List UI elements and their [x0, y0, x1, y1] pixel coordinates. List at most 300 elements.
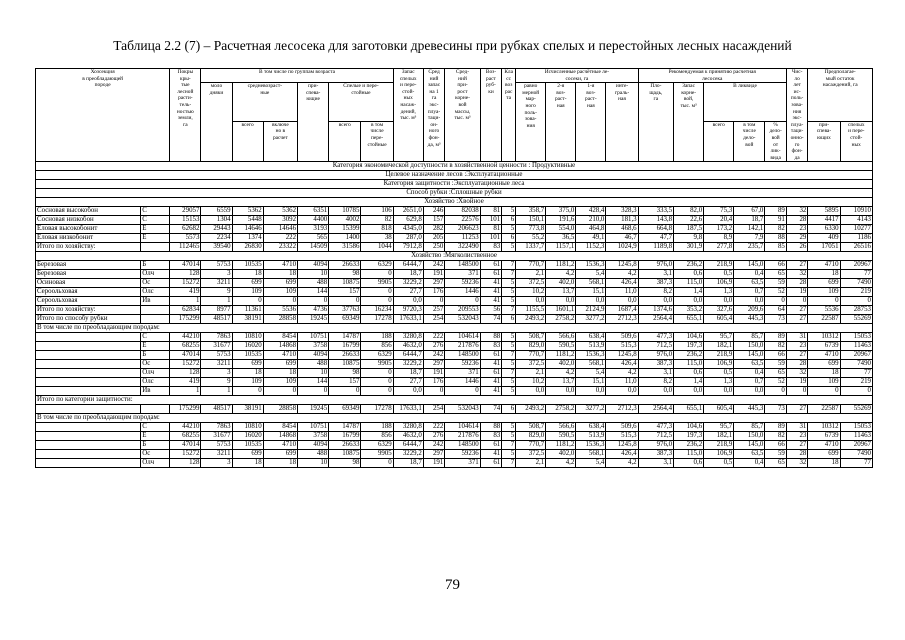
value-cell: 55269 — [840, 405, 872, 414]
value-cell: 236,2 — [674, 261, 704, 270]
value-cell: 191 — [423, 270, 444, 279]
value-cell: 16234 — [361, 306, 393, 315]
value-cell: 2493,2 — [516, 405, 546, 414]
table-row — [36, 270, 873, 279]
value-cell: 18,7 — [393, 270, 423, 279]
table-row — [36, 333, 873, 342]
value-cell: 371 — [445, 459, 480, 468]
value-cell: 74 — [480, 315, 501, 324]
value-cell: 22587 — [808, 405, 840, 414]
value-cell: 387,3 — [638, 450, 673, 459]
table-row — [36, 279, 873, 288]
table-row — [36, 360, 873, 369]
value-cell: 17278 — [361, 315, 393, 324]
value-cell: 1,4 — [674, 288, 704, 297]
value-cell: 218,9 — [704, 261, 734, 270]
value-cell: 1601,1 — [546, 306, 576, 315]
value-cell: 217876 — [445, 432, 480, 441]
value-cell: 150,0 — [734, 432, 765, 441]
value-cell: 82,0 — [674, 207, 704, 216]
value-cell: 0 — [232, 387, 263, 396]
value-cell: 2234 — [201, 234, 232, 243]
value-cell: 27 — [786, 261, 807, 270]
value-cell: 191 — [423, 369, 444, 378]
value-cell: 5 — [502, 297, 516, 306]
table-header — [36, 69, 873, 162]
value-cell: 41 — [480, 360, 501, 369]
value-cell: 14787 — [329, 333, 361, 342]
value-cell: 9905 — [361, 279, 393, 288]
value-cell: 1181,2 — [546, 441, 576, 450]
value-cell: 104,6 — [674, 333, 704, 342]
value-cell: 89 — [765, 333, 786, 342]
value-cell: 699 — [232, 360, 263, 369]
value-cell: 6 — [502, 405, 516, 414]
value-cell: 15053 — [840, 333, 872, 342]
value-cell: 7490 — [840, 450, 872, 459]
value-cell: 6351 — [298, 207, 329, 216]
value-cell: 11361 — [232, 306, 263, 315]
value-cell: 28858 — [263, 405, 297, 414]
value-cell: 297 — [423, 360, 444, 369]
value-cell: 10,2 — [516, 288, 546, 297]
value-cell: 66 — [765, 351, 786, 360]
value-cell: 0,0 — [516, 297, 546, 306]
value-cell: 5 — [502, 432, 516, 441]
table-body — [36, 162, 873, 468]
value-cell: 98 — [329, 369, 361, 378]
group-label: Итого по категории защитности: — [36, 396, 873, 405]
value-cell: 4710 — [263, 441, 297, 450]
value-cell: 3229,2 — [393, 450, 423, 459]
value-cell: 1374 — [232, 234, 263, 243]
value-cell: 26633 — [329, 351, 361, 360]
value-cell: 3 — [201, 270, 232, 279]
value-cell: 242 — [423, 261, 444, 270]
value-cell: 375,0 — [546, 207, 576, 216]
value-cell: 98 — [329, 270, 361, 279]
table-row — [36, 450, 873, 459]
header-liquid-pct: % дело- вой от лик- вида — [765, 121, 786, 162]
species-code-cell: Ос — [141, 450, 170, 459]
value-cell: 10535 — [232, 261, 263, 270]
value-cell: 109 — [232, 288, 263, 297]
value-cell: 31 — [786, 423, 807, 432]
value-cell: 0,6 — [674, 459, 704, 468]
value-cell: 4710 — [263, 261, 297, 270]
value-cell: 0 — [786, 297, 807, 306]
value-cell: 145,0 — [734, 261, 765, 270]
value-cell: 590,5 — [546, 342, 576, 351]
value-cell: 477,3 — [638, 333, 673, 342]
value-cell: 95,7 — [704, 423, 734, 432]
value-cell: 191 — [423, 459, 444, 468]
value-cell: 49,1 — [576, 234, 606, 243]
value-cell: 0,0 — [516, 387, 546, 396]
species-cell: Сероольховая — [36, 297, 141, 306]
value-cell: 3211 — [201, 279, 232, 288]
group-label-row — [36, 414, 873, 423]
value-cell: 1536,3 — [576, 351, 606, 360]
value-cell: 301,9 — [674, 243, 704, 252]
value-cell: 276 — [423, 342, 444, 351]
species-cell — [36, 423, 141, 432]
value-cell: 0 — [361, 378, 393, 387]
value-cell: 44210 — [170, 333, 201, 342]
value-cell: 664,8 — [638, 225, 673, 234]
value-cell: 0,0 — [576, 297, 606, 306]
value-cell: 145,0 — [734, 441, 765, 450]
page-number: 79 — [445, 577, 460, 593]
value-cell: 0 — [361, 459, 393, 468]
header-middle-total: всего — [232, 121, 263, 162]
value-cell: 85 — [765, 243, 786, 252]
value-cell: 219 — [840, 378, 872, 387]
value-cell: 3229,2 — [393, 360, 423, 369]
header-remain-mature: спелых и пере- стой- ных — [840, 121, 872, 162]
value-cell: 0 — [329, 387, 361, 396]
value-cell: 605,4 — [704, 405, 734, 414]
value-cell: 61 — [480, 441, 501, 450]
table-row — [36, 216, 873, 225]
header-liquid-business: в том числе дело- вой — [734, 121, 765, 162]
value-cell: 7 — [502, 351, 516, 360]
value-cell: 15399 — [329, 225, 361, 234]
value-cell: 371 — [445, 270, 480, 279]
value-cell: 372,5 — [516, 279, 546, 288]
table-row — [36, 297, 873, 306]
table-container — [35, 68, 873, 468]
value-cell: 19245 — [298, 315, 329, 324]
allowable-cut-table — [35, 68, 873, 468]
value-cell: 182,1 — [704, 432, 734, 441]
value-cell: 568,1 — [576, 279, 606, 288]
value-cell: 16020 — [232, 432, 263, 441]
species-code-cell: С — [141, 216, 170, 225]
value-cell: 0,0 — [704, 387, 734, 396]
value-cell: 333,5 — [638, 207, 673, 216]
header-maturing: при- спева- ющие — [298, 83, 329, 162]
value-cell: 515,3 — [606, 432, 638, 441]
value-cell: 0,0 — [606, 387, 638, 396]
header-calc-age1: 1-я воз- раст- ная — [576, 83, 606, 162]
value-cell: 59236 — [445, 360, 480, 369]
value-cell: 7 — [502, 306, 516, 315]
value-cell: 77 — [840, 270, 872, 279]
value-cell: 0,0 — [734, 387, 765, 396]
species-cell: Березовая — [36, 261, 141, 270]
value-cell: 770,7 — [516, 261, 546, 270]
value-cell: 1157,1 — [546, 243, 576, 252]
value-cell: 38191 — [232, 315, 263, 324]
value-cell: 26830 — [232, 243, 263, 252]
value-cell: 18 — [232, 459, 263, 468]
table-row — [36, 387, 873, 396]
value-cell: 219 — [840, 288, 872, 297]
table-row — [36, 441, 873, 450]
species-cell — [36, 459, 141, 468]
value-cell: 976,0 — [638, 351, 673, 360]
value-cell: 6559 — [201, 207, 232, 216]
value-cell: 209,6 — [734, 306, 765, 315]
value-cell: 0 — [298, 387, 329, 396]
value-cell: 10277 — [840, 225, 872, 234]
table-row — [36, 405, 873, 414]
value-cell: 27 — [786, 306, 807, 315]
value-cell: 4417 — [808, 216, 840, 225]
value-cell: 5 — [502, 243, 516, 252]
value-cell: 254 — [423, 405, 444, 414]
value-cell: 1337,7 — [516, 243, 546, 252]
value-cell: 488 — [298, 360, 329, 369]
value-cell: 0 — [808, 387, 840, 396]
value-cell: 41 — [480, 450, 501, 459]
species-cell: Еловая низкобонит — [36, 234, 141, 243]
value-cell: 1 — [201, 387, 232, 396]
value-cell: 29 — [786, 234, 807, 243]
value-cell: 699 — [263, 450, 297, 459]
species-cell — [36, 369, 141, 378]
species-code-cell: Олч — [141, 369, 170, 378]
value-cell: 0,7 — [734, 378, 765, 387]
value-cell: 0,0 — [546, 297, 576, 306]
table-row — [36, 342, 873, 351]
value-cell: 322490 — [445, 243, 480, 252]
species-cell — [36, 405, 141, 414]
value-cell: 14787 — [329, 423, 361, 432]
value-cell: 6329 — [361, 261, 393, 270]
value-cell: 1374,6 — [638, 306, 673, 315]
value-cell: 18 — [232, 270, 263, 279]
value-cell: 16799 — [329, 432, 361, 441]
value-cell: 27 — [786, 315, 807, 324]
value-cell: 20,4 — [704, 216, 734, 225]
value-cell: 566,6 — [546, 423, 576, 432]
value-cell: 9905 — [361, 360, 393, 369]
header-calc-age2: 2-я воз- раст- ная — [546, 83, 576, 162]
header-calc-integral: инте- граль- ная — [606, 83, 638, 162]
section-row — [36, 171, 873, 180]
value-cell: 5362 — [232, 207, 263, 216]
value-cell: 282 — [423, 225, 444, 234]
section-row — [36, 198, 873, 207]
species-code-cell: Е — [141, 225, 170, 234]
value-cell: 699 — [808, 360, 840, 369]
value-cell: 276 — [423, 432, 444, 441]
value-cell: 3211 — [201, 360, 232, 369]
value-cell: 2,1 — [516, 369, 546, 378]
value-cell: 5 — [502, 279, 516, 288]
value-cell: 4400 — [298, 216, 329, 225]
table-row — [36, 306, 873, 315]
species-code-cell: Ос — [141, 360, 170, 369]
value-cell: 3211 — [201, 450, 232, 459]
value-cell: 10810 — [232, 423, 263, 432]
value-cell: 0 — [840, 297, 872, 306]
value-cell: 109 — [808, 288, 840, 297]
value-cell: 18,7 — [734, 216, 765, 225]
value-cell: 10535 — [232, 441, 263, 450]
value-cell: 773,8 — [516, 225, 546, 234]
value-cell: 26633 — [329, 441, 361, 450]
value-cell: 4710 — [808, 441, 840, 450]
value-cell: 353,2 — [674, 306, 704, 315]
value-cell: 88 — [480, 333, 501, 342]
species-cell — [36, 450, 141, 459]
value-cell: 5753 — [201, 351, 232, 360]
species-cell: Итого по хозяйству: — [36, 243, 141, 252]
header-mature-total: всего — [329, 121, 361, 162]
value-cell: 191,6 — [546, 216, 576, 225]
value-cell: 6444,7 — [393, 261, 423, 270]
value-cell: 829,0 — [516, 432, 546, 441]
species-cell: Итого по хозяйству: — [36, 306, 141, 315]
value-cell: 428,4 — [576, 207, 606, 216]
value-cell: 68255 — [170, 342, 201, 351]
header-calc-even: равно мерной мар- ного поль- зова- ния — [516, 83, 546, 162]
species-cell — [36, 351, 141, 360]
section-row — [36, 189, 873, 198]
value-cell: 109 — [263, 288, 297, 297]
value-cell: 976,0 — [638, 441, 673, 450]
value-cell: 1400 — [329, 234, 361, 243]
value-cell: 7863 — [201, 333, 232, 342]
value-cell: 4094 — [298, 351, 329, 360]
value-cell: 109 — [808, 378, 840, 387]
value-cell: 0,0 — [674, 387, 704, 396]
table-row — [36, 243, 873, 252]
value-cell: 0 — [361, 288, 393, 297]
value-cell: 18 — [808, 270, 840, 279]
value-cell: 18 — [263, 270, 297, 279]
species-cell: Березовая — [36, 270, 141, 279]
value-cell: 0,0 — [393, 387, 423, 396]
value-cell: 590,5 — [546, 432, 576, 441]
species-cell — [36, 360, 141, 369]
value-cell: 31586 — [329, 243, 361, 252]
value-cell: 22587 — [808, 315, 840, 324]
value-cell: 5753 — [201, 261, 232, 270]
value-cell: 27,7 — [393, 288, 423, 297]
value-cell: 328,3 — [606, 207, 638, 216]
value-cell: 47,7 — [638, 234, 673, 243]
species-code-cell: Е — [141, 342, 170, 351]
table-row — [36, 207, 873, 216]
value-cell: 426,4 — [606, 279, 638, 288]
value-cell: 81 — [480, 207, 501, 216]
value-cell: 148500 — [445, 441, 480, 450]
value-cell: 1024,9 — [606, 243, 638, 252]
value-cell: 242 — [423, 441, 444, 450]
value-cell: 4710 — [263, 351, 297, 360]
value-cell: 14646 — [263, 225, 297, 234]
value-cell: 66 — [765, 441, 786, 450]
value-cell: 0 — [361, 369, 393, 378]
value-cell: 82 — [765, 432, 786, 441]
value-cell: 699 — [808, 279, 840, 288]
value-cell: 638,4 — [576, 333, 606, 342]
value-cell: 9,8 — [674, 234, 704, 243]
species-code-cell — [141, 315, 170, 324]
value-cell: 236,2 — [674, 351, 704, 360]
table-row — [36, 288, 873, 297]
value-cell: 17278 — [361, 405, 393, 414]
value-cell: 8,2 — [638, 288, 673, 297]
value-cell: 62834 — [170, 306, 201, 315]
species-cell: Итого по способу рубки — [36, 315, 141, 324]
value-cell: 358,7 — [516, 207, 546, 216]
value-cell: 509,6 — [606, 423, 638, 432]
value-cell: 150,1 — [516, 216, 546, 225]
table-row — [36, 459, 873, 468]
value-cell: 5753 — [201, 441, 232, 450]
species-cell: Еловая высокобонит — [36, 225, 141, 234]
value-cell: 5 — [502, 225, 516, 234]
value-cell: 5895 — [808, 207, 840, 216]
value-cell: 142,1 — [734, 225, 765, 234]
value-cell: 112465 — [170, 243, 201, 252]
value-cell: 56 — [480, 306, 501, 315]
value-cell: 10 — [298, 270, 329, 279]
value-cell: 0 — [765, 387, 786, 396]
group-label-row — [36, 396, 873, 405]
table-row — [36, 225, 873, 234]
value-cell: 32 — [786, 207, 807, 216]
value-cell: 205 — [423, 234, 444, 243]
header-stock: Запас спелых и пере- стой- ных насаж- дений, тыс. м³ — [393, 69, 423, 162]
value-cell: 61 — [480, 459, 501, 468]
value-cell: 115,0 — [674, 360, 704, 369]
value-cell: 2564,4 — [638, 315, 673, 324]
species-code-cell: Ос — [141, 279, 170, 288]
value-cell: 4,2 — [546, 459, 576, 468]
header-years: Чис- ло лет ис- поль- зова- ния экс- плуа- таци- онно- го фон- да — [786, 69, 807, 162]
header-calc: Исчисленные расчётные ле- сосеки, га — [516, 69, 638, 83]
value-cell: 445,3 — [734, 405, 765, 414]
value-cell: 0,6 — [674, 369, 704, 378]
value-cell: 106 — [361, 207, 393, 216]
value-cell: 18 — [263, 369, 297, 378]
value-cell: 605,4 — [704, 315, 734, 324]
value-cell: 106,9 — [704, 279, 734, 288]
species-cell — [36, 432, 141, 441]
value-cell: 4,2 — [606, 270, 638, 279]
value-cell: 488 — [298, 450, 329, 459]
value-cell: 4736 — [298, 306, 329, 315]
value-cell: 0 — [361, 387, 393, 396]
value-cell: 17633,1 — [393, 315, 423, 324]
value-cell: 88 — [765, 234, 786, 243]
header-cut-age: Воз- раст руб- ки — [480, 69, 501, 162]
value-cell: 9905 — [361, 450, 393, 459]
value-cell: 554,0 — [546, 225, 576, 234]
header-middle: средневозраст- ные — [232, 83, 298, 122]
value-cell: 1,4 — [674, 378, 704, 387]
value-cell: 104614 — [445, 423, 480, 432]
value-cell: 59236 — [445, 279, 480, 288]
value-cell: 9720,3 — [393, 306, 423, 315]
value-cell: 85,7 — [734, 423, 765, 432]
value-cell: 10751 — [298, 423, 329, 432]
value-cell: 9 — [201, 288, 232, 297]
species-code-cell: Олч — [141, 459, 170, 468]
value-cell: 115,0 — [674, 450, 704, 459]
value-cell: 515,3 — [606, 342, 638, 351]
value-cell: 62682 — [170, 225, 201, 234]
value-cell: 65 — [765, 270, 786, 279]
value-cell: 4632,0 — [393, 342, 423, 351]
value-cell: 16020 — [232, 342, 263, 351]
